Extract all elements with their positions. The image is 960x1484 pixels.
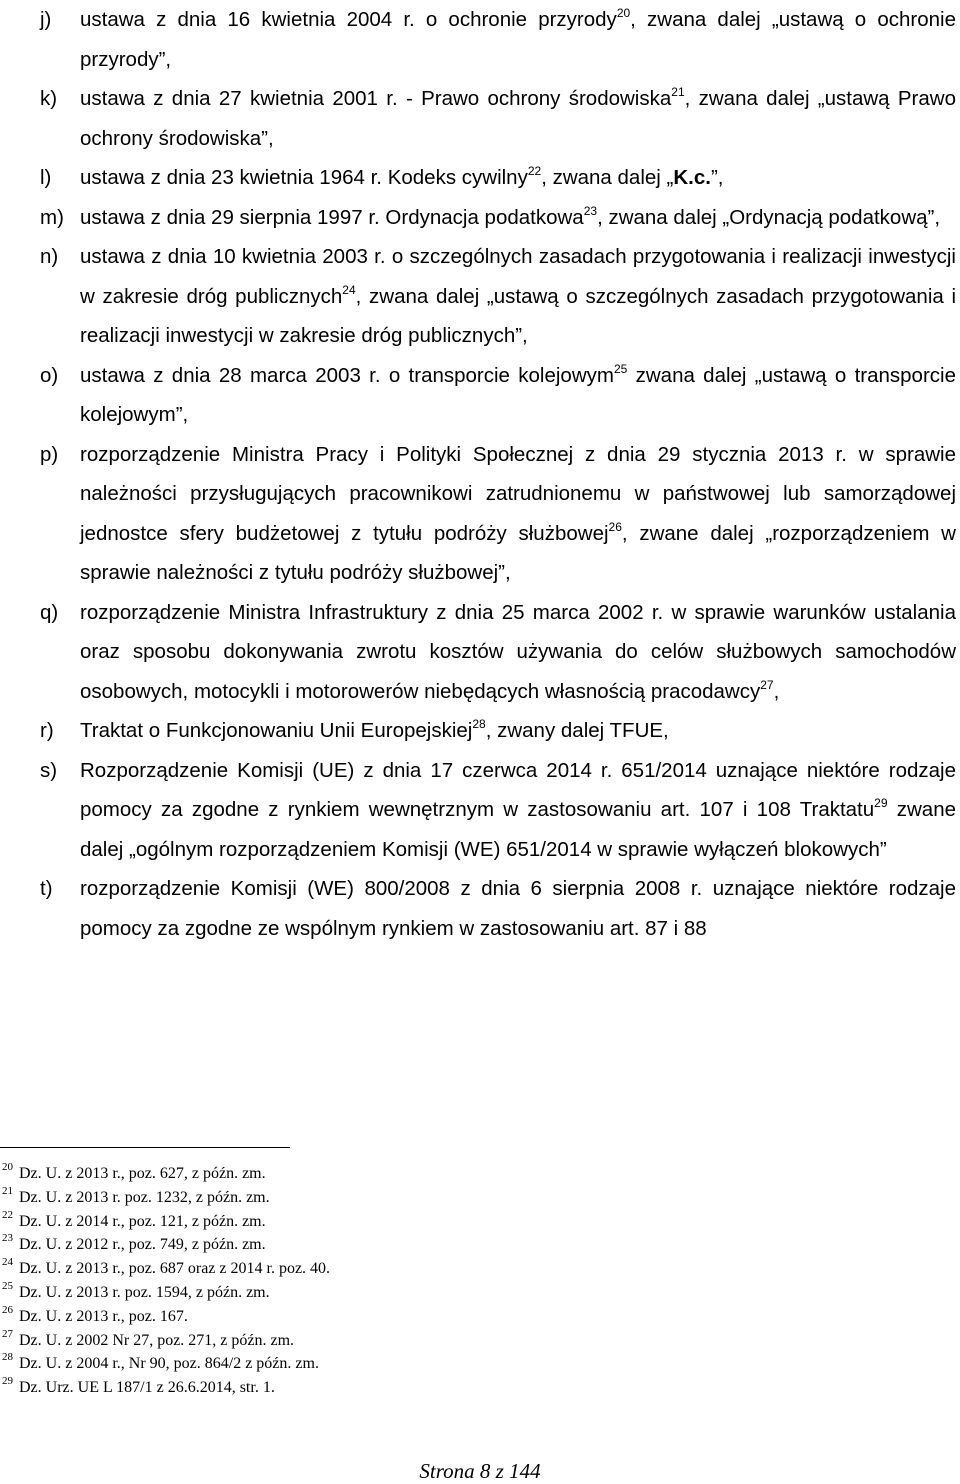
list-item-marker: s): [40, 758, 58, 782]
footnote: [2, 1186, 330, 1210]
list-item-text: ustawa z dnia 10 kwietnia 2003 r. o szczególnych zasadach przygotowania i realizacji inwestycji w zakresie dróg publicznych$^{24}$, zwana dalej „ustawą o szczególnych zasadach przygotowania i realizacji inwestycji w zakresie dróg publicznych”,: [80, 245, 956, 347]
list-item-text: rozporządzenie Komisji (WE) 800/2008 z dnia 6 sierpnia 2008 r. uznające niektóre rodzaje pomocy za zgodne ze wspólnym rynkiem w zastosowaniu art. 87 i 88: [80, 877, 956, 940]
footnote: [2, 1305, 330, 1329]
list-item-text: rozporządzenie Ministra Pracy i Polityki Społecznej z dnia 29 stycznia 2013 r. w sprawie należności przysługujących pracownikowi zatrudnionemu w państwowej lub samorządowej jednostce sfery budżetowej z tytułu podróży służbowej$^{26}$, zwane dalej „rozporządzeniem w sprawie należności z tytułu podróży służbowej”,: [80, 442, 956, 584]
list-item-marker: t): [40, 877, 53, 900]
list-item-text: ustawa z dnia 27 kwietnia 2001 r. - Prawo ochrony środowiska$^{21}$, zwana dalej „ustawą Prawo ochrony środowiska”,: [80, 85, 956, 150]
list-item-marker: l): [40, 166, 52, 189]
footnote: [2, 1257, 330, 1281]
list-item: [40, 711, 956, 751]
footnote-text: Dz. U. z 2013 r. poz. 1594, z późn. zm.: [19, 1283, 270, 1301]
list-item-marker: n): [40, 245, 59, 268]
list-item-marker: k): [40, 87, 58, 110]
list-item: [40, 751, 956, 870]
footnote-number: 20: [2, 1161, 13, 1173]
list-item: [40, 435, 956, 593]
footnote-text: Dz. U. z 2002 Nr 27, poz. 271, z późn. zm.: [19, 1331, 295, 1349]
list-item: [40, 79, 956, 158]
footnote-number: 27: [2, 1327, 13, 1340]
footnote: [2, 1329, 330, 1353]
footnote-number: 25: [2, 1279, 13, 1292]
list-item-marker: p): [40, 442, 59, 466]
footnote-text: Dz. U. z 2013 r. poz. 1232, z późn. zm.: [19, 1188, 270, 1206]
list-item-text: ustawa z dnia 16 kwietnia 2004 r. o ochronie przyrody$^{20}$, zwana dalej „ustawą o ochronie przyrody”,: [80, 6, 956, 71]
list-item-text: ustawa z dnia 29 sierpnia 1997 r. Ordynacja podatkowa$^{23}$, zwana dalej „Ordynacją podatkową”,: [80, 203, 941, 229]
list-item: [40, 158, 956, 198]
footnote: [2, 1376, 330, 1400]
list-item-text: ustawa z dnia 28 marca 2003 r. o transporcie kolejowym$^{25}$ zwana dalej „ustawą o transporcie kolejowym”,: [80, 361, 956, 426]
list-item-text: Traktat o Funkcjonowaniu Unii Europejskiej$^{28}$, zwany dalej TFUE,: [80, 717, 669, 742]
list-item: [40, 198, 956, 238]
footnote-text: Dz. U. z 2013 r., poz. 687 oraz z 2014 r. poz. 40.: [19, 1260, 331, 1278]
footnote-text: Dz. U. z 2013 r., poz. 167.: [19, 1307, 188, 1325]
list-item-marker: j): [40, 8, 52, 31]
footnote-number: 26: [2, 1303, 13, 1316]
footnote-separator: [0, 1147, 290, 1148]
list-item: [40, 593, 956, 712]
footnote-text: Dz. U. z 2013 r., poz. 627, z późn. zm.: [19, 1165, 266, 1182]
list-item: [40, 237, 956, 356]
page-number: Strona 8 z 144: [419, 1459, 541, 1483]
footnotes: [2, 1162, 330, 1400]
list-item-marker: m): [40, 205, 64, 229]
list-item-text: ustawa z dnia 23 kwietnia 1964 r. Kodeks cywilny$^{22}$, zwana dalej „K.c.”,: [80, 164, 724, 189]
list-item-text: Rozporządzenie Komisji (UE) z dnia 17 czerwca 2014 r. 651/2014 uznające niektóre rodzaje pomocy za zgodne z rynkiem wewnętrznym w zastosowaniu art. 107 i 108 Traktatu$^{29}$ zwane dalej „ogólnym rozporządzeniem Komisji (WE) 651/2014 w sprawie wyłączeń blokowych”: [80, 758, 956, 861]
list-item-marker: o): [40, 363, 59, 387]
definitions-list: [40, 0, 956, 948]
footnote-text: Dz. U. z 2014 r., poz. 121, z późn. zm.: [19, 1212, 266, 1230]
footnote-number: 23: [2, 1232, 13, 1245]
footnote-number: 24: [2, 1256, 13, 1269]
list-item-marker: r): [40, 719, 54, 742]
footnote-text: Dz. U. z 2012 r., poz. 749, z późn. zm.: [19, 1236, 266, 1254]
footnote-number: 21: [2, 1184, 13, 1197]
footnote: [2, 1233, 330, 1257]
footnote: [2, 1210, 330, 1234]
list-item: [40, 356, 956, 435]
footnote: [2, 1352, 330, 1376]
footnote-number: 29: [2, 1375, 13, 1388]
footnote-text: Dz. Urz. UE L 187/1 z 26.6.2014, str. 1.: [19, 1379, 275, 1397]
footnote-number: 22: [2, 1208, 13, 1221]
footnote-number: 28: [2, 1351, 13, 1364]
footnote: [2, 1162, 330, 1186]
list-item-text: rozporządzenie Ministra Infrastruktury z dnia 25 marca 2002 r. w sprawie warunków ustalania oraz sposobu dokonywania zwrotu kosztów używania do celów służbowych samochodów osobowych, motocykli i motorowerów niebędących własnością pracodawcy$^{27}$,: [80, 600, 956, 703]
list-item-marker: q): [40, 600, 59, 624]
footnote-text: Dz. U. z 2004 r., Nr 90, poz. 864/2 z późn. zm.: [19, 1355, 319, 1373]
footnote: [2, 1281, 330, 1305]
list-item: [40, 869, 956, 948]
list-item: [40, 0, 956, 79]
